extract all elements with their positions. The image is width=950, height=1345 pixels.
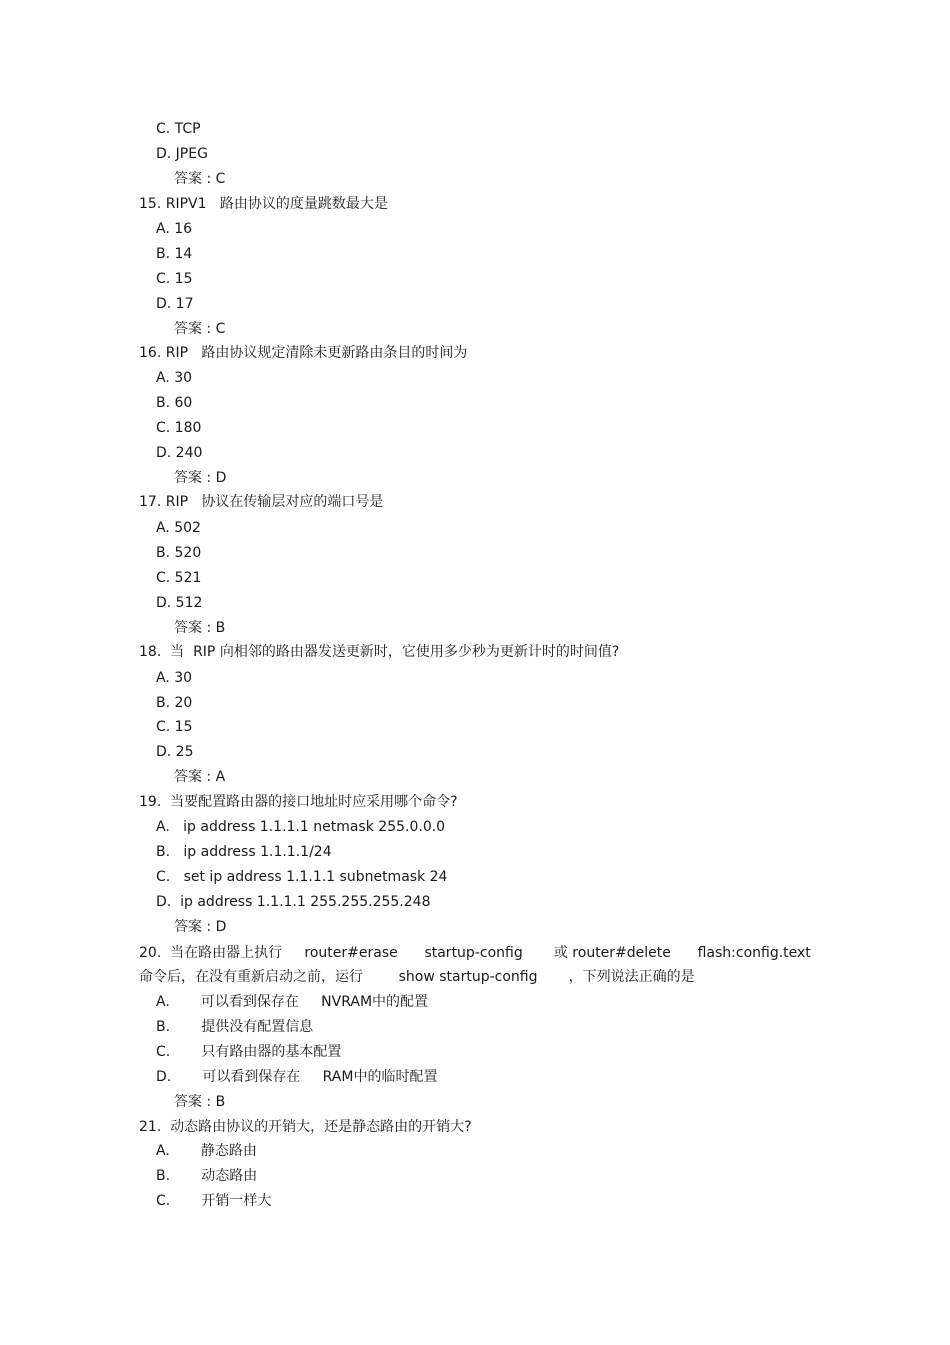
option-d: D. JPEG: [156, 146, 208, 162]
option-b: B. ip address 1.1.1.1/24: [156, 844, 332, 860]
option-b: B. 60: [156, 395, 193, 411]
option-c: C. 180: [156, 420, 202, 436]
answer: 答案 : D: [174, 919, 227, 935]
question-18: 18. 当 RIP 向相邻的路由器发送更新时，它使用多少秒为更新计时的时间值?: [139, 644, 620, 660]
option-d: D. 512: [156, 595, 203, 611]
answer: 答案 : B: [174, 620, 226, 636]
answer: 答案 : A: [174, 769, 226, 785]
option-c: C. set ip address 1.1.1.1 subnetmask 24: [156, 869, 448, 885]
answer: 答案 : C: [174, 321, 226, 337]
option-a: A. 16: [156, 221, 193, 237]
option-d: D. 240: [156, 445, 203, 461]
option-d: D. 17: [156, 296, 194, 312]
option-a: A. 可以看到保存在 NVRAM中的配置: [156, 994, 429, 1010]
option-b: B. 20: [156, 695, 193, 711]
option-c: C. TCP: [156, 121, 201, 137]
question-20-line-2: 命令后，在没有重新启动之前，运行 show startup-config ，下列说法正确的是: [139, 969, 695, 985]
option-c: C. 521: [156, 570, 202, 586]
option-a: A. ip address 1.1.1.1 netmask 255.0.0.0: [156, 819, 446, 835]
option-b: B. 520: [156, 545, 202, 561]
option-b: B. 动态路由: [156, 1168, 258, 1184]
question-20-line-1: 20. 当在路由器上执行 router#erase startup-config 或 router#delete flash:config.text: [139, 945, 811, 961]
question-17: 17. RIP 协议在传输层对应的端口号是: [139, 494, 384, 510]
question-16: 16. RIP 路由协议规定清除未更新路由条目的时间为: [139, 345, 468, 361]
option-c: C. 开销一样大: [156, 1193, 272, 1209]
question-21: 21. 动态路由协议的开销大，还是静态路由的开销大?: [139, 1119, 472, 1135]
option-c: C. 只有路由器的基本配置: [156, 1044, 342, 1060]
question-15: 15. RIPV1 路由协议的度量跳数最大是: [139, 196, 388, 212]
option-a: A. 30: [156, 370, 193, 386]
question-19: 19. 当要配置路由器的接口地址时应采用哪个命令?: [139, 794, 458, 810]
option-a: A. 30: [156, 670, 193, 686]
answer: 答案 : D: [174, 470, 227, 486]
answer: 答案 : C: [174, 171, 226, 187]
option-d: D. 25: [156, 744, 194, 760]
option-d: D. 可以看到保存在 RAM中的临时配置: [156, 1069, 438, 1085]
option-d: D. ip address 1.1.1.1 255.255.255.248: [156, 894, 431, 910]
option-a: A. 静态路由: [156, 1143, 257, 1159]
option-b: B. 14: [156, 246, 193, 262]
option-c: C. 15: [156, 719, 193, 735]
option-a: A. 502: [156, 520, 201, 536]
option-c: C. 15: [156, 271, 193, 287]
answer: 答案 : B: [174, 1094, 226, 1110]
option-b: B. 提供没有配置信息: [156, 1019, 314, 1035]
